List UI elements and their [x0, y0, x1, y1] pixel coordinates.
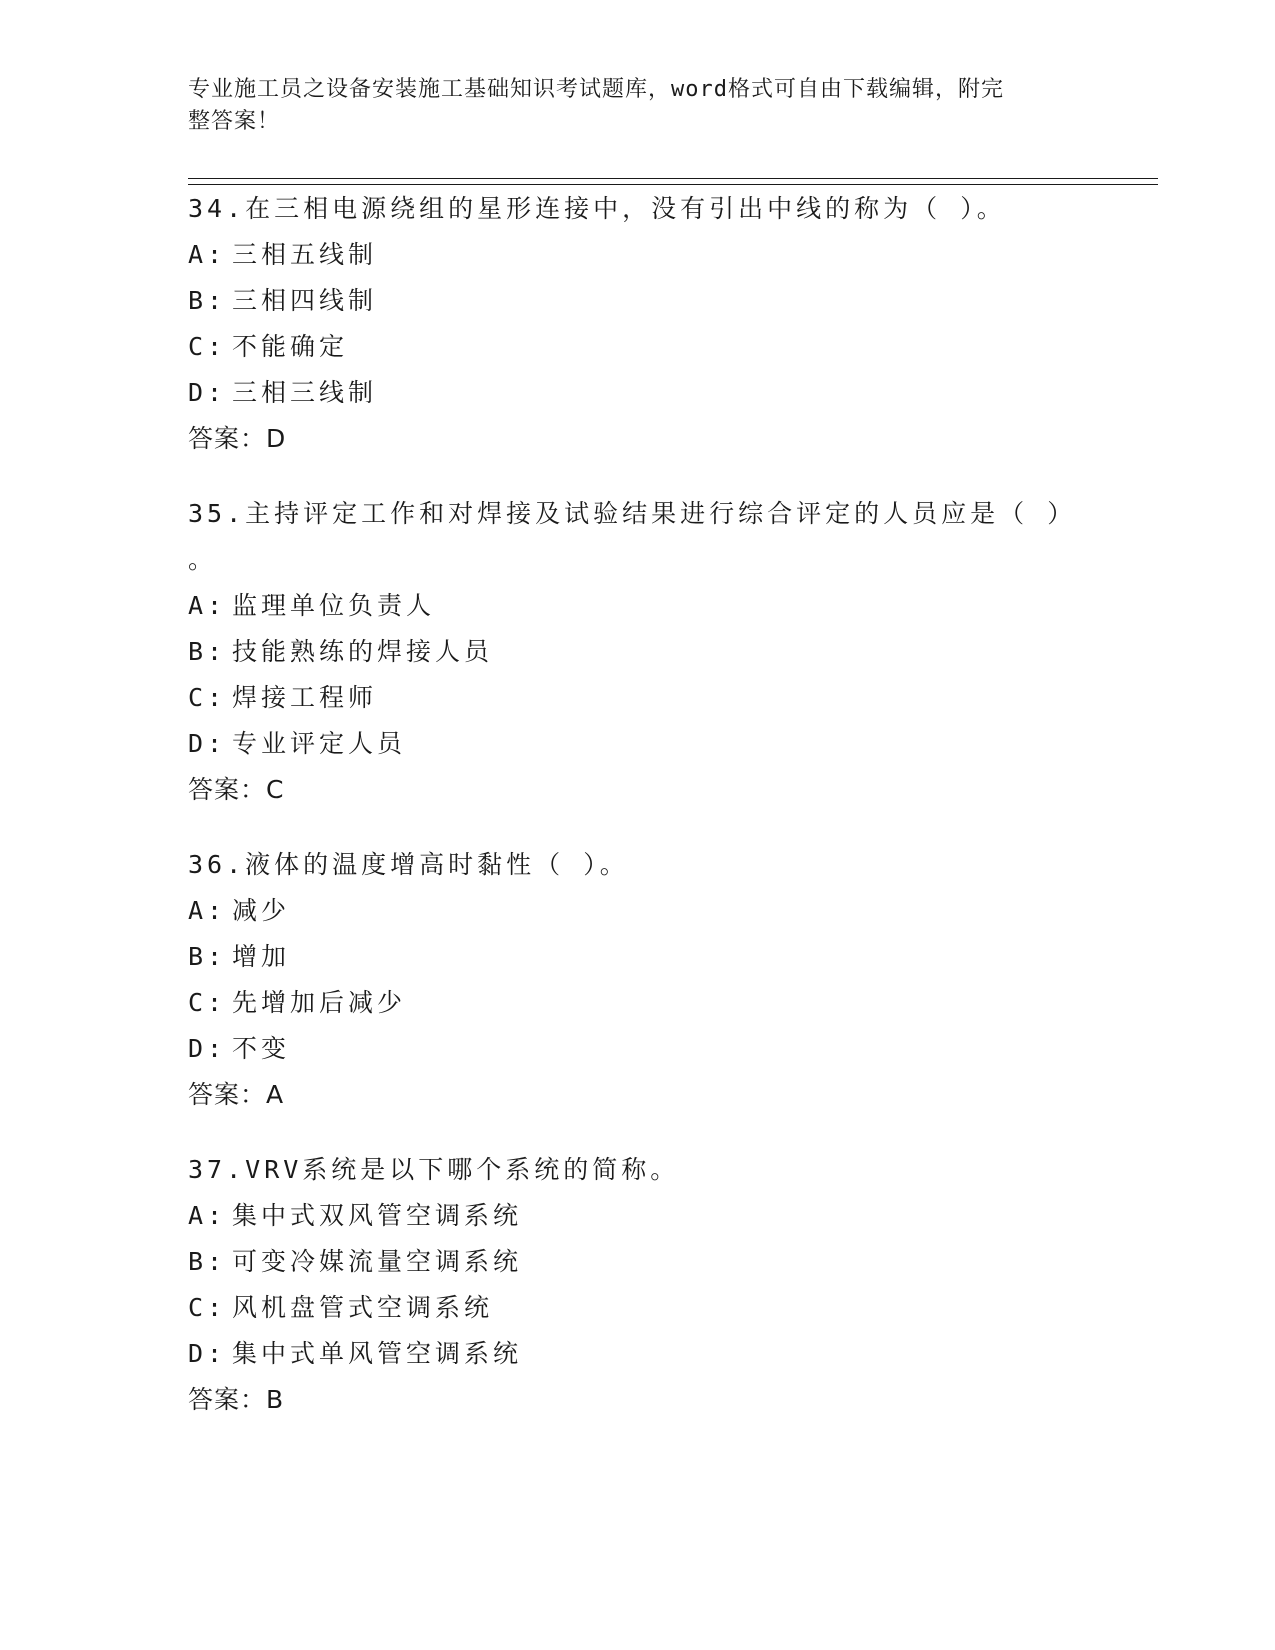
answer-line	[188, 767, 1088, 813]
header-line-1: 专业施工员之设备安装施工基础知识考试题库，word格式可自由下载编辑，附完	[188, 77, 1004, 102]
header-divider-top	[188, 178, 1158, 179]
answer-value: D	[266, 424, 287, 453]
option-letter: D:	[188, 729, 227, 758]
option-text: 三相三线制	[232, 378, 378, 407]
option-c	[188, 1285, 1088, 1331]
option-text: 监理单位负责人	[232, 591, 436, 620]
option-letter: C:	[188, 1293, 227, 1322]
option-letter: A:	[188, 240, 227, 269]
header-divider-bottom	[188, 184, 1158, 185]
question-37	[188, 1147, 1088, 1423]
document-header	[188, 74, 1088, 138]
option-letter: D:	[188, 1339, 227, 1368]
option-text: 集中式双风管空调系统	[232, 1201, 523, 1230]
option-d	[188, 721, 1088, 767]
answer-label: 答案：	[188, 1385, 267, 1414]
option-text: 风机盘管式空调系统	[232, 1293, 494, 1322]
answer-value: B	[266, 1385, 285, 1414]
option-text: 集中式单风管空调系统	[232, 1339, 523, 1368]
option-letter: B:	[188, 286, 227, 315]
question-stem-continuation: 。	[188, 545, 218, 574]
answer-line	[188, 1377, 1088, 1423]
question-stem: 37.VRV系统是以下哪个系统的简称。	[188, 1155, 680, 1184]
answer-label: 答案：	[188, 1080, 267, 1109]
option-letter: D:	[188, 378, 227, 407]
header-line-2: 整答案！	[188, 109, 281, 134]
answer-line	[188, 416, 1088, 462]
question-stem: 34.在三相电源绕组的星形连接中，没有引出中线的称为（ ）。	[188, 194, 1006, 223]
option-d	[188, 1331, 1088, 1377]
option-b	[188, 629, 1088, 675]
answer-label: 答案：	[188, 775, 267, 804]
option-c	[188, 980, 1088, 1026]
option-letter: A:	[188, 1201, 227, 1230]
option-letter: C:	[188, 683, 227, 712]
option-c	[188, 324, 1088, 370]
option-text: 焊接工程师	[232, 683, 378, 712]
option-letter: A:	[188, 591, 227, 620]
option-text: 三相四线制	[232, 286, 378, 315]
option-c	[188, 675, 1088, 721]
answer-label: 答案：	[188, 424, 267, 453]
answer-value: C	[266, 775, 285, 804]
question-35	[188, 491, 1088, 813]
option-text: 三相五线制	[232, 240, 378, 269]
option-text: 专业评定人员	[232, 729, 407, 758]
answer-value: A	[266, 1080, 285, 1109]
option-d	[188, 370, 1088, 416]
option-a	[188, 1193, 1088, 1239]
question-36	[188, 842, 1088, 1118]
option-text: 不变	[232, 1034, 291, 1063]
option-a	[188, 232, 1088, 278]
option-text: 可变冷媒流量空调系统	[232, 1247, 523, 1276]
question-stem: 36.液体的温度增高时黏性（ ）。	[188, 850, 629, 879]
question-34	[188, 186, 1088, 462]
option-text: 减少	[232, 896, 291, 925]
option-d	[188, 1026, 1088, 1072]
option-letter: D:	[188, 1034, 227, 1063]
option-b	[188, 278, 1088, 324]
option-letter: B:	[188, 637, 227, 666]
option-letter: C:	[188, 988, 227, 1017]
option-text: 先增加后减少	[232, 988, 407, 1017]
option-text: 增加	[232, 942, 291, 971]
option-text: 不能确定	[232, 332, 349, 361]
option-a	[188, 888, 1088, 934]
question-stem: 35.主持评定工作和对焊接及试验结果进行综合评定的人员应是（ ）	[188, 499, 1077, 528]
option-b	[188, 1239, 1088, 1285]
answer-line	[188, 1072, 1088, 1118]
option-letter: C:	[188, 332, 227, 361]
option-letter: B:	[188, 942, 227, 971]
option-b	[188, 934, 1088, 980]
option-letter: B:	[188, 1247, 227, 1276]
option-a	[188, 583, 1088, 629]
option-text: 技能熟练的焊接人员	[232, 637, 494, 666]
option-letter: A:	[188, 896, 227, 925]
